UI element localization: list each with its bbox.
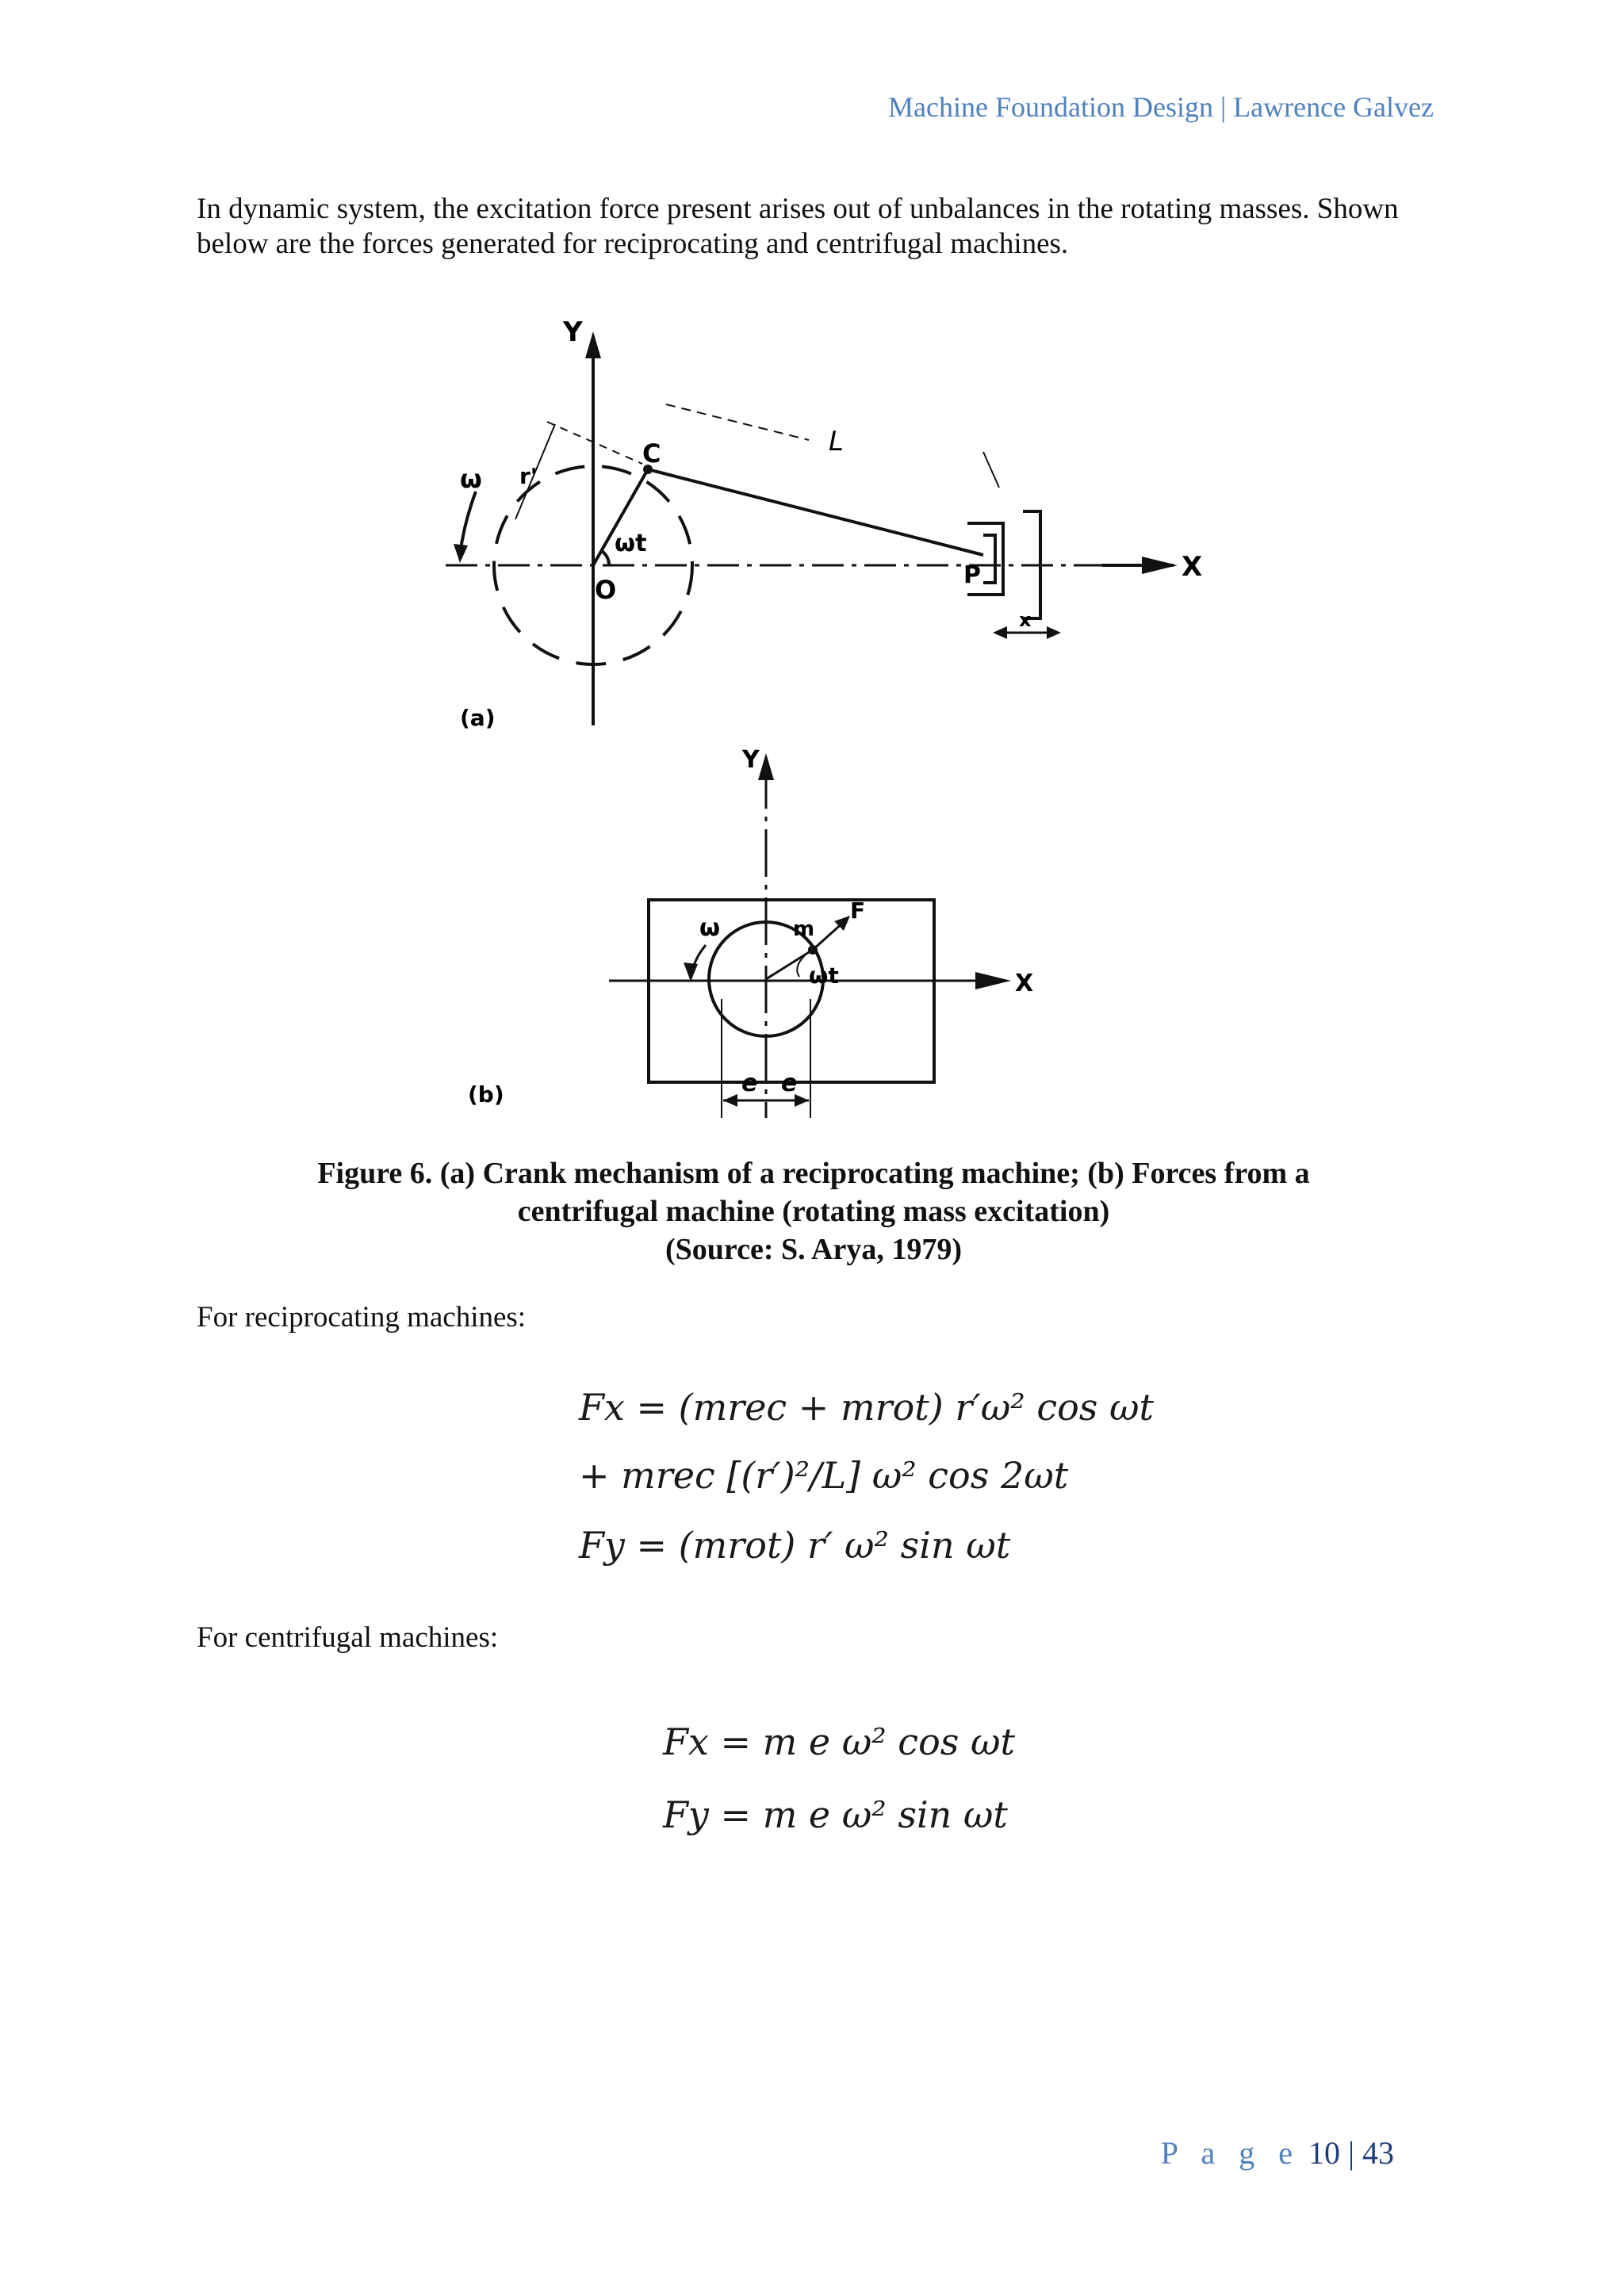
reciprocating-eq-2: + mrec [(r′)²/L] ω² cos 2ωt (579, 1454, 1069, 1497)
y-axis-arrowhead (585, 331, 601, 358)
centrifugal-eq-1: Fx = m e ω² cos ωt (663, 1720, 1015, 1763)
eccentric-arm (766, 950, 813, 979)
wt-label: ωt (615, 530, 647, 557)
mass-point (808, 945, 818, 955)
connecting-rod (648, 469, 983, 555)
omega-arrowhead (684, 962, 698, 982)
omega-label: ω (460, 464, 482, 494)
l-label: L (829, 426, 844, 457)
figure-b-centrifugal-diagram (444, 745, 1094, 1126)
panel-b-label: (b) (468, 1081, 504, 1108)
y-label: Y (742, 746, 760, 774)
x-label: X (1182, 551, 1203, 583)
page-footer (1161, 2134, 1394, 2172)
e-label-left: e (741, 1070, 758, 1097)
page-word: P a g e (1160, 2135, 1300, 2171)
e-label-right: e (781, 1070, 798, 1097)
intro-paragraph (197, 192, 1431, 262)
reciprocating-eq-1: Fx = (mrec + mrot) r′ω² cos ωt (579, 1386, 1155, 1429)
wt-label: ωt (809, 962, 839, 989)
reciprocating-label: For reciprocating machines: (197, 1301, 527, 1334)
r-label: r' (519, 463, 538, 489)
fo-label: F (850, 897, 866, 924)
y-axis-arrowhead (758, 753, 774, 780)
l-dimension (666, 404, 809, 440)
reciprocating-eq-3: Fy = (mrot) r′ ω² sin ωt (579, 1524, 1011, 1567)
figure-caption (197, 1154, 1431, 1269)
m-label: m (793, 917, 815, 941)
angle-arc (602, 551, 609, 565)
o-label: O (595, 575, 617, 605)
c-label: C (642, 438, 661, 469)
intro-line: In dynamic system, the excitation force present arises out of unbalances in the rotating masses. Shown (197, 193, 1399, 225)
x-label: X (1015, 970, 1034, 997)
y-label: Y (563, 316, 583, 348)
centrifugal-label: For centrifugal machines: (197, 1621, 499, 1654)
omega-label: ω (699, 914, 721, 942)
panel-a-label: (a) (460, 705, 496, 731)
x-arrow-left-head (993, 626, 1007, 639)
figure-a-crank-diagram (428, 309, 1237, 737)
caption-line: centrifugal machine (rotating mass excitation) (517, 1195, 1110, 1228)
running-header: Machine Foundation Design | Lawrence Galvez (888, 91, 1434, 123)
piston-inner (983, 535, 995, 583)
x-axis-arrowhead (1142, 557, 1178, 574)
caption-line: (Source: S. Arya, 1979) (665, 1233, 962, 1266)
x-arrow-right-head (1047, 626, 1061, 639)
omega-arrowhead (454, 544, 468, 563)
centrifugal-eq-2: Fy = m e ω² sin ωt (663, 1793, 1008, 1836)
x-displacement-label: x (1019, 609, 1032, 631)
caption-line: Figure 6. (a) Crank mechanism of a reciprocating machine; (b) Forces from a (317, 1157, 1310, 1190)
page-number: 10 | 43 (1308, 2135, 1394, 2171)
x-axis-arrowhead (975, 972, 1011, 989)
intro-line: below are the forces generated for reciprocating and centrifugal machines. (197, 228, 1069, 260)
e-arrow-left (723, 1094, 737, 1107)
l-tick (983, 452, 999, 488)
p-label: P (963, 561, 981, 589)
